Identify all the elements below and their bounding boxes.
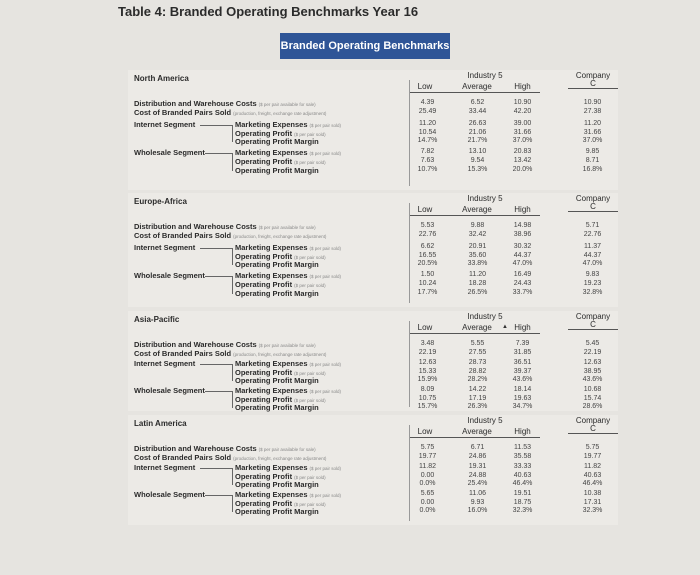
cell-company: 11.20 xyxy=(584,120,601,127)
cell-avg: 19.31 xyxy=(468,463,487,470)
region-background xyxy=(128,193,618,307)
page-title: Table 4: Branded Operating Benchmarks Year 16 xyxy=(118,4,419,19)
cell-company: 10.90 xyxy=(583,99,602,106)
cell-company: 15.74 xyxy=(583,395,602,402)
cell-high: 11.53 xyxy=(514,444,531,451)
company-header: Company xyxy=(575,312,611,321)
company-underline xyxy=(568,329,618,330)
column-divider xyxy=(409,80,410,186)
cell-low: 11.20 xyxy=(419,120,436,127)
region-section xyxy=(130,193,620,307)
cell-avg: 17.19 xyxy=(468,395,487,402)
cell-low: 22.19 xyxy=(418,349,437,356)
cell-company: 32.8% xyxy=(582,289,603,296)
row-label-text: Operating Profit xyxy=(235,499,293,508)
row-label-unit: ($ per pair sold) xyxy=(294,371,326,376)
region-background xyxy=(128,311,618,411)
cell-high: 46.4% xyxy=(512,480,533,487)
cell-avg: 28.73 xyxy=(468,359,487,366)
cell-high: 18.75 xyxy=(513,499,532,506)
row-label-dist xyxy=(134,444,316,453)
row-label-text: Marketing Expenses xyxy=(235,463,308,472)
cell-low: 0.0% xyxy=(419,480,436,487)
cell-high: 35.58 xyxy=(513,453,532,460)
cell-high: 34.7% xyxy=(512,403,533,410)
company-underline xyxy=(568,433,618,434)
cursor-arrow-icon: ▲ xyxy=(502,324,508,330)
cell-company: 43.6% xyxy=(582,376,603,383)
cell-company: 40.63 xyxy=(583,472,602,479)
cell-high: 44.37 xyxy=(513,252,532,259)
row-label-mkt xyxy=(235,271,341,280)
row-label-unit: ($ per pair available for sale) xyxy=(258,225,316,230)
cell-company: 22.19 xyxy=(583,349,602,356)
cell-avg: 6.52 xyxy=(470,99,485,106)
row-label-mkt xyxy=(235,243,341,252)
wholesale-bracket xyxy=(232,391,233,408)
row-label-unit: ($ per pair sold) xyxy=(309,362,342,367)
cell-avg: 32.42 xyxy=(468,231,487,238)
cell-low: 4.39 xyxy=(420,99,435,106)
row-label-unit: ($ per pair available for sale) xyxy=(258,447,316,452)
cell-high: 13.42 xyxy=(513,157,532,164)
cell-company: 31.66 xyxy=(583,129,602,136)
cell-company: 28.6% xyxy=(582,403,603,410)
cell-avg: 25.4% xyxy=(467,480,488,487)
cell-low: 7.82 xyxy=(420,148,435,155)
cell-low: 16.55 xyxy=(418,252,437,259)
row-label-text: Cost of Branded Pairs Sold xyxy=(134,453,232,462)
cell-company: 19.23 xyxy=(583,280,602,287)
cell-high: 19.63 xyxy=(513,395,532,402)
row-label-dist xyxy=(134,99,316,108)
cell-avg: 9.88 xyxy=(470,222,485,229)
cell-avg: 5.55 xyxy=(470,340,485,347)
row-label-opm xyxy=(235,507,319,516)
internet-connector xyxy=(200,468,232,469)
internet-segment-label: Internet Segment xyxy=(134,463,196,472)
row-label-text: Operating Profit xyxy=(235,280,293,289)
industry-header: Industry 5 xyxy=(467,194,503,203)
company-letter: C xyxy=(590,424,596,433)
row-label-text: Operating Profit Margin xyxy=(235,507,319,516)
cell-high: 31.66 xyxy=(513,129,532,136)
row-label-cost xyxy=(134,349,326,358)
region-name: Asia-Pacific xyxy=(134,315,180,324)
average-header: Average xyxy=(462,323,492,332)
row-label-text: Marketing Expenses xyxy=(235,243,308,252)
row-label-op xyxy=(235,280,326,289)
cell-company: 17.31 xyxy=(583,499,602,506)
cell-low: 10.24 xyxy=(418,280,437,287)
internet-segment-label: Internet Segment xyxy=(134,359,196,368)
row-label-mkt xyxy=(235,359,341,368)
high-header: High xyxy=(514,205,531,214)
cell-high: 16.49 xyxy=(513,271,532,278)
row-label-dist xyxy=(134,340,316,349)
row-label-text: Distribution and Warehouse Costs xyxy=(134,340,257,349)
high-header: High xyxy=(514,323,531,332)
cell-high: 47.0% xyxy=(512,260,533,267)
row-label-unit: (production, freight, exchange rate adjustment) xyxy=(233,456,327,461)
header-underline xyxy=(410,215,540,216)
row-label-text: Operating Profit xyxy=(235,472,293,481)
internet-bracket xyxy=(232,248,233,265)
row-label-mkt xyxy=(235,386,341,395)
cell-high: 33.33 xyxy=(513,463,532,470)
cell-low: 15.7% xyxy=(417,403,438,410)
row-label-text: Operating Profit Margin xyxy=(235,480,319,489)
row-label-unit: ($ per pair sold) xyxy=(294,283,326,288)
cell-high: 39.37 xyxy=(513,368,532,375)
row-label-unit: (production, freight, exchange rate adjustment) xyxy=(233,234,327,239)
internet-connector xyxy=(200,125,232,126)
wholesale-connector xyxy=(205,391,232,392)
row-label-unit: ($ per pair sold) xyxy=(309,466,342,471)
cell-low: 5.53 xyxy=(420,222,435,229)
row-label-unit: ($ per pair sold) xyxy=(309,123,342,128)
row-label-text: Marketing Expenses xyxy=(235,271,308,280)
low-header: Low xyxy=(417,82,433,91)
row-label-opm xyxy=(235,403,319,412)
cell-low: 10.54 xyxy=(418,129,437,136)
cell-company: 27.38 xyxy=(583,108,602,115)
cell-high: 33.7% xyxy=(512,289,533,296)
region-name: Europe-Africa xyxy=(134,197,187,206)
cell-avg: 24.88 xyxy=(468,472,487,479)
company-header: Company xyxy=(575,194,611,203)
company-underline xyxy=(568,88,618,89)
row-label-text: Operating Profit xyxy=(235,368,293,377)
row-label-text: Distribution and Warehouse Costs xyxy=(134,222,257,231)
cell-avg: 20.91 xyxy=(468,243,487,250)
cell-low: 11.82 xyxy=(419,463,436,470)
column-divider xyxy=(409,321,410,407)
low-header: Low xyxy=(417,427,433,436)
cell-low: 10.75 xyxy=(418,395,437,402)
cell-company: 16.8% xyxy=(582,166,603,173)
cell-high: 43.6% xyxy=(512,376,533,383)
row-label-cost xyxy=(134,108,326,117)
row-label-text: Operating Profit xyxy=(235,395,293,404)
row-label-text: Marketing Expenses xyxy=(235,148,308,157)
low-header: Low xyxy=(417,323,433,332)
cell-low: 0.00 xyxy=(420,472,435,479)
row-label-text: Operating Profit Margin xyxy=(235,376,319,385)
row-label-unit: (production, freight, exchange rate adjustment) xyxy=(233,352,327,357)
row-label-opm xyxy=(235,166,319,175)
row-label-text: Cost of Branded Pairs Sold xyxy=(134,349,232,358)
cell-company: 47.0% xyxy=(582,260,603,267)
high-header: High xyxy=(514,82,531,91)
cell-avg: 16.0% xyxy=(467,507,488,514)
row-label-opm xyxy=(235,480,319,489)
cell-avg: 14.22 xyxy=(468,386,487,393)
industry-header: Industry 5 xyxy=(467,416,503,425)
cell-high: 31.85 xyxy=(513,349,532,356)
row-label-op xyxy=(235,157,326,166)
cell-high: 19.51 xyxy=(513,490,532,497)
internet-segment-label: Internet Segment xyxy=(134,120,196,129)
company-letter: C xyxy=(590,320,596,329)
row-label-unit: ($ per pair sold) xyxy=(294,502,326,507)
region-name: Latin America xyxy=(134,419,187,428)
row-label-unit: ($ per pair sold) xyxy=(309,389,342,394)
company-underline xyxy=(568,211,618,212)
industry-header: Industry 5 xyxy=(467,71,503,80)
row-label-mkt xyxy=(235,148,341,157)
cell-avg: 21.06 xyxy=(468,129,487,136)
region-section xyxy=(130,311,620,411)
region-background xyxy=(128,70,618,190)
cell-high: 39.00 xyxy=(513,120,532,127)
banner-title: Branded Operating Benchmarks xyxy=(280,33,450,59)
row-label-cost xyxy=(134,453,326,462)
row-label-cost xyxy=(134,231,326,240)
row-label-unit: ($ per pair sold) xyxy=(294,475,326,480)
cell-company: 9.85 xyxy=(585,148,600,155)
cell-high: 20.0% xyxy=(512,166,533,173)
average-header: Average xyxy=(462,82,492,91)
cell-company: 22.76 xyxy=(583,231,602,238)
row-label-text: Operating Profit Margin xyxy=(235,289,319,298)
row-label-text: Marketing Expenses xyxy=(235,490,308,499)
cell-avg: 26.5% xyxy=(467,289,488,296)
row-label-text: Marketing Expenses xyxy=(235,359,308,368)
wholesale-bracket xyxy=(232,153,233,171)
row-label-text: Distribution and Warehouse Costs xyxy=(134,99,257,108)
high-header: High xyxy=(514,427,531,436)
cell-avg: 26.3% xyxy=(467,403,488,410)
cell-low: 19.77 xyxy=(418,453,437,460)
row-label-unit: ($ per pair sold) xyxy=(309,493,342,498)
row-label-text: Marketing Expenses xyxy=(235,120,308,129)
cell-avg: 26.63 xyxy=(468,120,487,127)
cell-avg: 15.3% xyxy=(467,166,488,173)
cell-high: 42.20 xyxy=(513,108,532,115)
cell-company: 44.37 xyxy=(583,252,602,259)
cell-company: 19.77 xyxy=(583,453,602,460)
cell-company: 8.71 xyxy=(585,157,600,164)
cell-avg: 35.60 xyxy=(468,252,487,259)
cell-avg: 21.7% xyxy=(467,137,488,144)
cell-company: 11.82 xyxy=(584,463,601,470)
row-label-text: Operating Profit Margin xyxy=(235,403,319,412)
row-label-unit: ($ per pair sold) xyxy=(309,246,342,251)
cell-company: 10.38 xyxy=(583,490,602,497)
internet-connector xyxy=(200,248,232,249)
wholesale-segment-label: Wholesale Segment xyxy=(134,386,205,395)
cell-low: 1.50 xyxy=(420,271,435,278)
internet-connector xyxy=(200,364,232,365)
row-label-unit: ($ per pair sold) xyxy=(294,132,326,137)
cell-company: 5.45 xyxy=(585,340,600,347)
cell-high: 38.96 xyxy=(513,231,532,238)
region-background xyxy=(128,415,618,525)
wholesale-connector xyxy=(205,276,232,277)
header-underline xyxy=(410,437,540,438)
region-name: North America xyxy=(134,74,189,83)
internet-bracket xyxy=(232,125,233,142)
industry-header: Industry 5 xyxy=(467,312,503,321)
row-label-opm xyxy=(235,289,319,298)
row-label-unit: ($ per pair sold) xyxy=(309,274,342,279)
cell-low: 5.65 xyxy=(420,490,435,497)
header-underline xyxy=(410,333,540,334)
row-label-text: Operating Profit Margin xyxy=(235,166,319,175)
cell-low: 25.49 xyxy=(418,108,437,115)
low-header: Low xyxy=(417,205,433,214)
cell-avg: 6.71 xyxy=(470,444,485,451)
cell-company: 32.3% xyxy=(582,507,603,514)
cell-avg: 11.06 xyxy=(469,490,486,497)
region-section xyxy=(130,70,620,190)
row-label-opm xyxy=(235,376,319,385)
cell-low: 0.0% xyxy=(419,507,436,514)
company-letter: C xyxy=(590,202,596,211)
row-label-text: Operating Profit xyxy=(235,252,293,261)
cell-high: 20.83 xyxy=(513,148,532,155)
cell-low: 14.7% xyxy=(417,137,438,144)
cell-company: 11.37 xyxy=(584,243,601,250)
cell-low: 10.7% xyxy=(417,166,438,173)
cell-avg: 9.93 xyxy=(470,499,485,506)
cell-low: 15.33 xyxy=(418,368,437,375)
internet-bracket xyxy=(232,364,233,381)
row-label-mkt xyxy=(235,463,341,472)
cell-company: 9.83 xyxy=(585,271,600,278)
cell-high: 30.32 xyxy=(513,243,532,250)
company-header: Company xyxy=(575,71,611,80)
cell-high: 40.63 xyxy=(513,472,532,479)
cell-avg: 24.86 xyxy=(468,453,487,460)
cell-avg: 18.28 xyxy=(468,280,487,287)
cell-avg: 27.55 xyxy=(468,349,487,356)
cell-company: 10.68 xyxy=(583,386,602,393)
wholesale-connector xyxy=(205,153,232,154)
cell-company: 12.63 xyxy=(583,359,602,366)
cell-low: 17.7% xyxy=(417,289,438,296)
wholesale-bracket xyxy=(232,495,233,512)
column-divider xyxy=(409,203,410,303)
company-letter: C xyxy=(590,79,596,88)
cell-low: 3.48 xyxy=(420,340,435,347)
cell-high: 18.14 xyxy=(513,386,532,393)
row-label-text: Operating Profit Margin xyxy=(235,137,319,146)
internet-segment-label: Internet Segment xyxy=(134,243,196,252)
row-label-opm xyxy=(235,260,319,269)
cell-company: 38.95 xyxy=(583,368,602,375)
region-section xyxy=(130,415,620,525)
wholesale-segment-label: Wholesale Segment xyxy=(134,148,205,157)
cell-avg: 9.54 xyxy=(470,157,485,164)
row-label-text: Cost of Branded Pairs Sold xyxy=(134,108,232,117)
row-label-unit: ($ per pair sold) xyxy=(309,151,342,156)
row-label-dist xyxy=(134,222,316,231)
cell-company: 46.4% xyxy=(582,480,603,487)
cell-company: 5.71 xyxy=(585,222,600,229)
cell-avg: 28.2% xyxy=(467,376,488,383)
row-label-unit: ($ per pair sold) xyxy=(294,398,326,403)
row-label-unit: ($ per pair available for sale) xyxy=(258,102,316,107)
cell-low: 12.63 xyxy=(418,359,437,366)
cell-company: 5.75 xyxy=(585,444,600,451)
row-label-unit: ($ per pair sold) xyxy=(294,255,326,260)
cell-high: 10.90 xyxy=(513,99,532,106)
cell-low: 15.9% xyxy=(417,376,438,383)
cell-high: 14.98 xyxy=(513,222,532,229)
row-label-text: Operating Profit xyxy=(235,157,293,166)
cell-avg: 33.44 xyxy=(468,108,487,115)
wholesale-segment-label: Wholesale Segment xyxy=(134,490,205,499)
cell-avg: 28.82 xyxy=(468,368,487,375)
row-label-text: Distribution and Warehouse Costs xyxy=(134,444,257,453)
cell-high: 37.0% xyxy=(512,137,533,144)
cell-avg: 13.10 xyxy=(468,148,487,155)
cell-high: 7.39 xyxy=(515,340,530,347)
cell-avg: 33.8% xyxy=(467,260,488,267)
row-label-opm xyxy=(235,137,319,146)
cell-low: 6.62 xyxy=(420,243,435,250)
wholesale-bracket xyxy=(232,276,233,294)
cell-high: 24.43 xyxy=(513,280,532,287)
cell-low: 8.09 xyxy=(420,386,435,393)
cell-low: 7.63 xyxy=(420,157,435,164)
cell-high: 32.3% xyxy=(512,507,533,514)
row-label-unit: ($ per pair available for sale) xyxy=(258,343,316,348)
column-divider xyxy=(409,425,410,521)
average-header: Average xyxy=(462,427,492,436)
row-label-text: Marketing Expenses xyxy=(235,386,308,395)
row-label-text: Operating Profit xyxy=(235,129,293,138)
row-label-text: Cost of Branded Pairs Sold xyxy=(134,231,232,240)
cell-low: 5.75 xyxy=(420,444,435,451)
wholesale-connector xyxy=(205,495,232,496)
cell-high: 36.51 xyxy=(513,359,532,366)
row-label-unit: (production, freight, exchange rate adjustment) xyxy=(233,111,327,116)
row-label-mkt xyxy=(235,490,341,499)
cell-low: 20.5% xyxy=(417,260,438,267)
average-header: Average xyxy=(462,205,492,214)
cell-low: 22.76 xyxy=(418,231,437,238)
cell-company: 37.0% xyxy=(582,137,603,144)
cell-low: 0.00 xyxy=(420,499,435,506)
header-underline xyxy=(410,92,540,93)
wholesale-segment-label: Wholesale Segment xyxy=(134,271,205,280)
company-header: Company xyxy=(575,416,611,425)
row-label-unit: ($ per pair sold) xyxy=(294,160,326,165)
cell-avg: 11.20 xyxy=(469,271,486,278)
internet-bracket xyxy=(232,468,233,485)
row-label-text: Operating Profit Margin xyxy=(235,260,319,269)
row-label-mkt xyxy=(235,120,341,129)
